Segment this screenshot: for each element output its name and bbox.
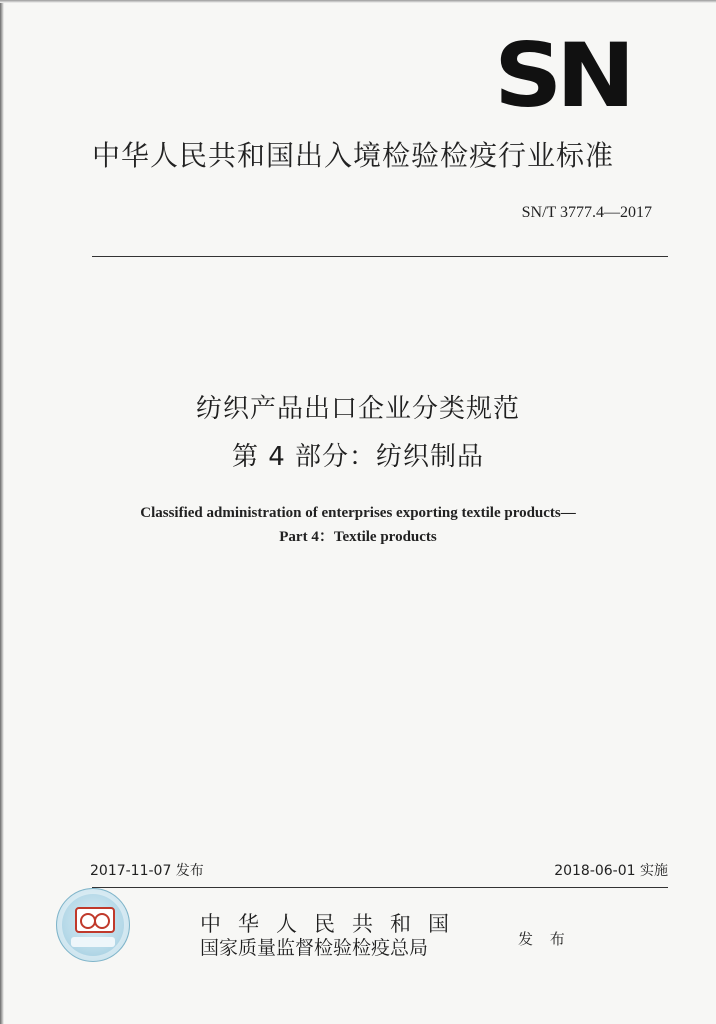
standard-category: 中华人民共和国出入境检验检疫行业标准 xyxy=(92,139,615,172)
scan-edge-top xyxy=(0,0,716,3)
top-divider xyxy=(92,256,668,257)
standard-number: SN/T 3777.4—2017 xyxy=(521,204,652,221)
bottom-divider xyxy=(92,887,668,888)
seal-band xyxy=(71,937,115,947)
title-en-line2: Part 4：Textile products xyxy=(279,529,437,545)
issuer-line2: 国家质量监督检验检疫总局 xyxy=(200,937,429,959)
publish-label: 发 布 xyxy=(518,930,571,948)
issue-date: 2017-11-07 发布 xyxy=(90,863,204,879)
anti-counterfeit-seal-icon xyxy=(56,888,130,962)
title-cn-line1: 纺织产品出口企业分类规范 xyxy=(195,394,520,424)
title-cn-line2: 第 4 部分：纺织制品 xyxy=(231,442,485,472)
sn-logo: SN xyxy=(494,24,630,127)
title-en-line1: Classified administration of enterprises exporting textile products— xyxy=(140,505,576,521)
seal-emblem-icon xyxy=(75,907,115,933)
implementation-date: 2018-06-01 实施 xyxy=(554,863,668,879)
issuer-line1: 中华人民共和国 xyxy=(200,912,466,936)
